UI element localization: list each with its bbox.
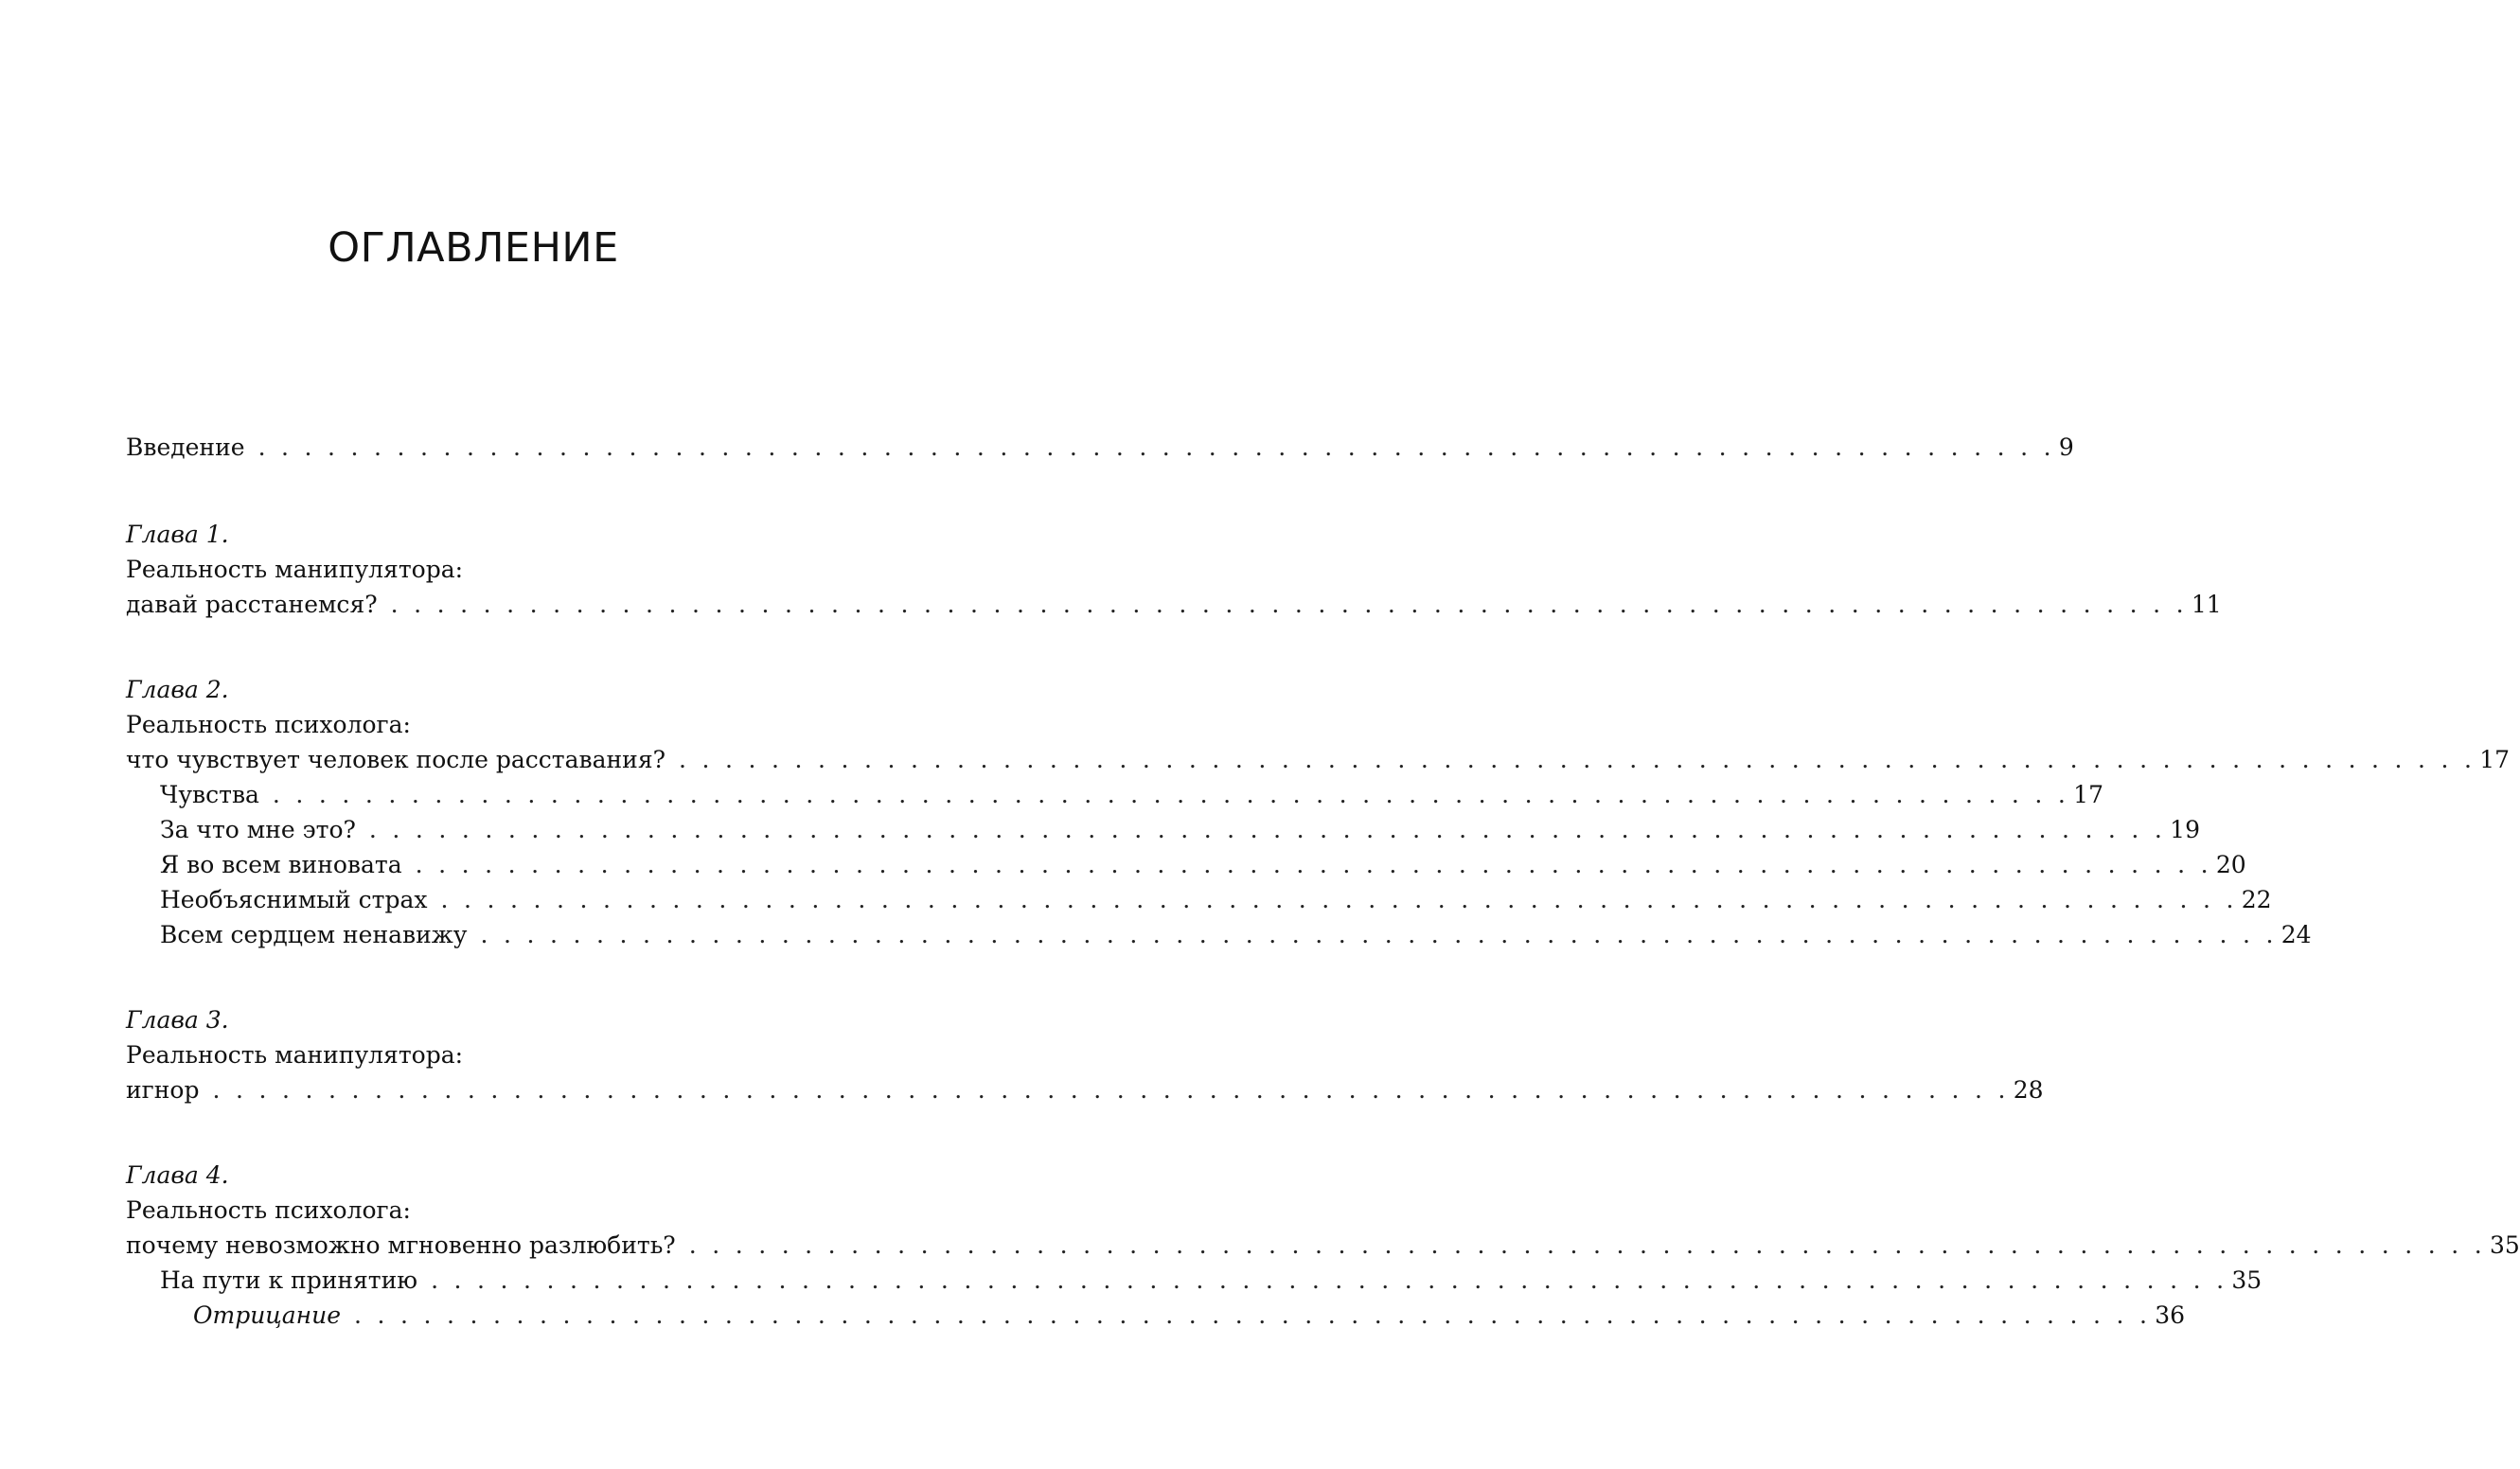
toc-entry-title: Отрицание [193, 1301, 342, 1329]
toc-entry-title: Чувства [160, 781, 259, 808]
toc-entry-title: давай расстанемся? [126, 591, 378, 618]
dot-leader: . . . . . . . . . . . . . . . . . . . . . . . . . . . . . . . . . . . . . . . . . . . . . . . . . . . . . . . . . . . . . . . . . . . . . . . . . . . . . . [431, 1266, 2228, 1294]
table-of-contents [126, 430, 2520, 1333]
dot-leader: . . . . . . . . . . . . . . . . . . . . . . . . . . . . . . . . . . . . . . . . . . . . . . . . . . . . . . . . . . . . . . . . . . . . . . . . . . . . . . [368, 816, 2167, 843]
toc-entry-title: игнор [126, 1076, 200, 1104]
toc-entry-chapter-1[interactable] [126, 587, 2222, 622]
toc-entry-page: 19 [2170, 816, 2200, 843]
dot-leader: . . . . . . . . . . . . . . . . . . . . . . . . . . . . . . . . . . . . . . . . . . . . . . . . . . . . . . . . . . . . . . . . . . . . . . . . . . . . . . [390, 591, 2188, 618]
toc-entry-title: почему невозможно мгновенно разлюбить? [126, 1231, 676, 1259]
toc-subentry[interactable] [126, 777, 2103, 812]
toc-entry-page: 36 [2155, 1301, 2186, 1329]
toc-entry-introduction[interactable] [126, 430, 2074, 465]
chapter-label: Глава 4. [126, 1161, 229, 1189]
chapter-title-line: Реальность манипулятора: [126, 1041, 464, 1069]
toc-subentry[interactable] [126, 812, 2200, 847]
toc-subentry[interactable] [126, 1263, 2263, 1298]
toc-chapter-3 [126, 1002, 2044, 1107]
dot-leader: . . . . . . . . . . . . . . . . . . . . . . . . . . . . . . . . . . . . . . . . . . . . . . . . . . . . . . . . . . . . . . . . . . . . . . . . . . . . . . [480, 921, 2278, 948]
toc-subentry[interactable] [126, 847, 2246, 882]
dot-leader: . . . . . . . . . . . . . . . . . . . . . . . . . . . . . . . . . . . . . . . . . . . . . . . . . . . . . . . . . . . . . . . . . . . . . . . . . . . . . . [272, 781, 2070, 808]
toc-entry-page: 28 [2013, 1076, 2044, 1104]
toc-entry-page: 35 [2231, 1266, 2263, 1294]
toc-entry-chapter-2[interactable] [126, 742, 2511, 777]
dot-leader: . . . . . . . . . . . . . . . . . . . . . . . . . . . . . . . . . . . . . . . . . . . . . . . . . . . . . . . . . . . . . . . . . . . . . . . . . . . . . . [440, 886, 2238, 913]
toc-entry-page: 35 [2489, 1231, 2520, 1259]
chapter-title-line: Реальность манипулятора: [126, 556, 464, 583]
chapter-title-line: Реальность психолога: [126, 1196, 411, 1224]
toc-entry-chapter-3[interactable] [126, 1072, 2044, 1107]
toc-subentry[interactable] [126, 917, 2312, 952]
toc-entry-chapter-4[interactable] [126, 1228, 2520, 1263]
toc-chapter-2 [126, 672, 2511, 952]
chapter-title-line: Реальность психолога: [126, 711, 411, 738]
toc-entry-title: За что мне это? [160, 816, 356, 843]
toc-entry-title: что чувствует человек после расставания? [126, 746, 666, 773]
dot-leader: . . . . . . . . . . . . . . . . . . . . . . . . . . . . . . . . . . . . . . . . . . . . . . . . . . . . . . . . . . . . . . . . . . . . . . . . . . . . . . [212, 1076, 2010, 1104]
toc-entry-title: Введение [126, 434, 245, 461]
toc-subentry[interactable] [126, 882, 2272, 917]
dot-leader: . . . . . . . . . . . . . . . . . . . . . . . . . . . . . . . . . . . . . . . . . . . . . . . . . . . . . . . . . . . . . . . . . . . . . . . . . . . . . . [354, 1301, 2152, 1329]
toc-entry-page: 17 [2479, 746, 2511, 773]
toc-entry-page: 24 [2280, 921, 2312, 948]
chapter-label: Глава 2. [126, 676, 229, 703]
dot-leader: . . . . . . . . . . . . . . . . . . . . . . . . . . . . . . . . . . . . . . . . . . . . . . . . . . . . . . . . . . . . . . . . . . . . . . . . . . . . . . [679, 746, 2476, 773]
toc-entry-page: 17 [2073, 781, 2103, 808]
page-title: ОГЛАВЛЕНИЕ [328, 224, 619, 272]
dot-leader: . . . . . . . . . . . . . . . . . . . . . . . . . . . . . . . . . . . . . . . . . . . . . . . . . . . . . . . . . . . . . . . . . . . . . . . . . . . . . . [257, 434, 2055, 461]
toc-entry-page: 9 [2058, 434, 2074, 461]
toc-entry-page: 11 [2191, 591, 2222, 618]
chapter-label: Глава 1. [126, 521, 229, 548]
toc-chapter-1 [126, 517, 2222, 622]
chapter-label: Глава 3. [126, 1006, 229, 1034]
dot-leader: . . . . . . . . . . . . . . . . . . . . . . . . . . . . . . . . . . . . . . . . . . . . . . . . . . . . . . . . . . . . . . . . . . . . . . . . . . . . . . [688, 1231, 2486, 1259]
toc-entry-title: Я во всем виновата [160, 851, 402, 878]
toc-entry-page: 20 [2215, 851, 2246, 878]
toc-chapter-4 [126, 1158, 2520, 1333]
toc-entry-page: 22 [2241, 886, 2272, 913]
toc-entry-title: Необъяснимый страх [160, 886, 428, 913]
toc-subsubentry[interactable] [126, 1298, 2186, 1333]
toc-entry-title: На пути к принятию [160, 1266, 418, 1294]
toc-entry-title: Всем сердцем ненавижу [160, 921, 468, 948]
dot-leader: . . . . . . . . . . . . . . . . . . . . . . . . . . . . . . . . . . . . . . . . . . . . . . . . . . . . . . . . . . . . . . . . . . . . . . . . . . . . . . [415, 851, 2212, 878]
